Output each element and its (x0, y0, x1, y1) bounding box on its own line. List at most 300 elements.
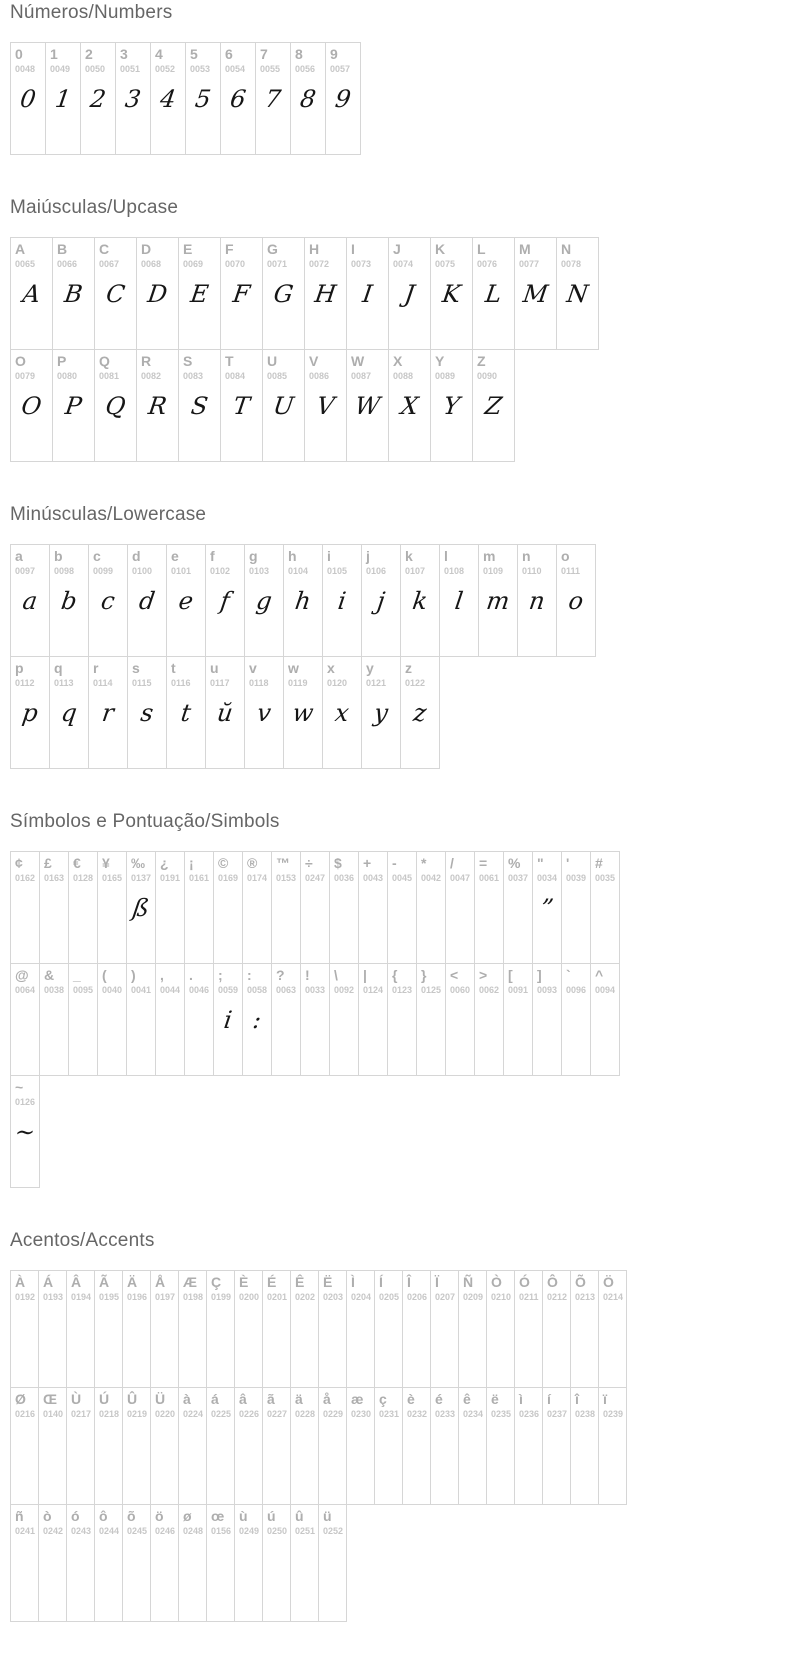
char-cell-head (214, 964, 242, 996)
char-cell-head (431, 350, 472, 382)
char-label: Z (477, 353, 486, 369)
char-label: ç (379, 1391, 387, 1407)
char-cell (10, 42, 46, 155)
char-label: $ (334, 855, 342, 871)
char-cell-head (388, 852, 416, 884)
char-cell-head (11, 852, 39, 884)
char-code: 0113 (54, 678, 74, 689)
char-code: 0236 (519, 1409, 540, 1420)
char-cell (290, 1387, 319, 1505)
char-cell-head (305, 238, 346, 270)
char-cell (10, 656, 50, 769)
char-code: 0198 (183, 1292, 204, 1303)
char-cell (542, 1270, 571, 1388)
char-code: 0250 (267, 1526, 288, 1537)
char-cell-head (179, 350, 220, 382)
char-code: 0099 (93, 566, 114, 577)
char-label: ï (603, 1391, 607, 1407)
char-label: ? (276, 967, 285, 983)
char-glyph: ” (538, 894, 556, 922)
char-label: Ú (99, 1391, 110, 1407)
char-cell-head (156, 964, 184, 996)
char-cell-head (417, 964, 445, 996)
char-cell-head (221, 43, 255, 75)
char-glyph: E (188, 280, 211, 308)
char-cell-head (221, 350, 262, 382)
char-cell-head (533, 852, 561, 884)
char-code: 0207 (435, 1292, 456, 1303)
char-cell-head (347, 1388, 374, 1420)
char-label: p (15, 660, 24, 676)
char-cell (49, 544, 89, 657)
char-glyph: 5 (193, 85, 213, 113)
char-cell-head (571, 1388, 598, 1420)
char-code: 0230 (351, 1409, 372, 1420)
char-cell-head (571, 1271, 598, 1303)
char-code: 0229 (323, 1409, 344, 1420)
char-cell (387, 963, 417, 1076)
char-code: 0072 (309, 259, 330, 270)
char-cell-head (128, 545, 166, 577)
char-cell-head (245, 545, 283, 577)
char-code: 0043 (363, 873, 384, 884)
char-code: 0237 (547, 1409, 568, 1420)
char-label: f (210, 548, 215, 564)
char-cell (503, 851, 533, 964)
charmap-section (10, 197, 800, 462)
char-cell (220, 349, 263, 462)
char-code: 0105 (327, 566, 348, 577)
char-code: 0235 (491, 1409, 512, 1420)
char-cell-head (591, 964, 619, 996)
char-cell (136, 349, 179, 462)
char-cell-head (179, 1505, 206, 1537)
char-cell (38, 1270, 67, 1388)
char-cell (122, 1387, 151, 1505)
char-label: ¢ (15, 855, 23, 871)
char-cell-head (323, 545, 361, 577)
char-label: Ä (127, 1274, 138, 1290)
char-label: C (99, 241, 110, 257)
char-cell-head (591, 852, 619, 884)
char-cell-head (562, 852, 590, 884)
char-code: 0079 (15, 371, 36, 382)
char-label: 0 (15, 46, 23, 62)
char-glyph: 2 (88, 85, 108, 113)
char-code: 0076 (477, 259, 498, 270)
char-label: D (141, 241, 152, 257)
char-label: á (211, 1391, 219, 1407)
char-label: d (132, 548, 141, 564)
char-cell-head (263, 350, 304, 382)
char-cell (474, 963, 504, 1076)
char-label: î (575, 1391, 579, 1407)
char-code: 0055 (260, 64, 281, 75)
char-cell-head (53, 350, 94, 382)
char-cell (155, 963, 185, 1076)
char-cell-head (123, 1505, 150, 1537)
char-cell-head (347, 238, 388, 270)
char-cell (52, 237, 95, 350)
char-label: Ò (491, 1274, 502, 1290)
char-cell (94, 237, 137, 350)
char-label: Ê (295, 1274, 305, 1290)
char-label: ÷ (305, 855, 313, 871)
char-cell (358, 851, 388, 964)
char-cell (178, 237, 221, 350)
char-label: Æ (183, 1274, 197, 1290)
char-label: ¡ (189, 855, 194, 871)
char-code: 0088 (393, 371, 414, 382)
char-cell-head (479, 545, 517, 577)
char-code: 0226 (239, 1409, 260, 1420)
char-label: N (561, 241, 572, 257)
char-cell-head (301, 852, 329, 884)
charmap-table (10, 851, 800, 1188)
char-glyph: p (20, 699, 40, 727)
char-code: 0118 (249, 678, 269, 689)
char-cell (10, 349, 53, 462)
char-cell (556, 237, 599, 350)
char-code: 0041 (131, 985, 152, 996)
char-glyph: R (146, 392, 169, 420)
char-code: 0117 (210, 678, 230, 689)
char-glyph: B (62, 280, 85, 308)
char-label: 5 (190, 46, 198, 62)
char-code: 0197 (155, 1292, 176, 1303)
char-cell-head (206, 657, 244, 689)
char-code: 0049 (50, 64, 71, 75)
char-glyph: o (566, 587, 586, 615)
char-label: X (393, 353, 403, 369)
char-glyph: Q (103, 392, 128, 420)
char-glyph: l (453, 587, 465, 615)
char-code: 0047 (450, 873, 471, 884)
char-code: 0057 (330, 64, 351, 75)
char-code: 0073 (351, 259, 372, 270)
char-cell (150, 1387, 179, 1505)
char-label: + (363, 855, 372, 871)
char-label: . (189, 967, 193, 983)
char-code: 0077 (519, 259, 540, 270)
char-label: ; (218, 967, 223, 983)
char-cell-head (137, 350, 178, 382)
char-glyph: : (250, 1006, 264, 1034)
char-cell (178, 1270, 207, 1388)
char-cell (590, 851, 620, 964)
char-cell (458, 1270, 487, 1388)
char-code: 0246 (155, 1526, 176, 1537)
char-cell (38, 1387, 67, 1505)
char-label: Ï (435, 1274, 439, 1290)
char-cell (262, 1387, 291, 1505)
char-label: - (392, 855, 397, 871)
char-cell (205, 544, 245, 657)
char-label: I (351, 241, 355, 257)
char-cell (290, 1504, 319, 1622)
char-label: < (450, 967, 459, 983)
char-glyph: f (218, 587, 232, 615)
char-label: ô (99, 1508, 108, 1524)
char-label: ú (267, 1508, 276, 1524)
char-cell (49, 656, 89, 769)
char-code: 0067 (99, 259, 120, 270)
char-glyph: J (402, 280, 417, 308)
char-cell (66, 1504, 95, 1622)
char-code: 0095 (73, 985, 94, 996)
char-label: å (323, 1391, 331, 1407)
char-label: Ì (351, 1274, 355, 1290)
charmap-row (10, 1504, 800, 1622)
char-cell (115, 42, 151, 155)
char-cell-head (185, 852, 213, 884)
char-glyph: C (104, 280, 127, 308)
char-cell-head (11, 1505, 38, 1537)
char-label: l (444, 548, 448, 564)
char-glyph: Y (441, 392, 462, 420)
char-cell-head (151, 1271, 178, 1303)
char-cell (322, 656, 362, 769)
char-code: 0097 (15, 566, 36, 577)
char-cell-head (206, 545, 244, 577)
char-cell (68, 963, 98, 1076)
char-label: ™ (276, 855, 290, 871)
char-label: â (239, 1391, 247, 1407)
char-cell-head (319, 1388, 346, 1420)
char-cell-head (235, 1271, 262, 1303)
char-cell (10, 963, 40, 1076)
char-code: 0212 (547, 1292, 568, 1303)
char-cell (10, 237, 53, 350)
char-cell (300, 963, 330, 1076)
char-cell-head (151, 43, 185, 75)
char-label: i (327, 548, 331, 564)
char-cell-head (245, 657, 283, 689)
char-label: T (225, 353, 234, 369)
char-cell (94, 1387, 123, 1505)
char-cell-head (504, 852, 532, 884)
char-cell (52, 349, 95, 462)
char-cell-head (263, 238, 304, 270)
char-cell-head (11, 1076, 39, 1108)
char-label: í (547, 1391, 551, 1407)
char-cell-head (375, 1388, 402, 1420)
char-label: U (267, 353, 278, 369)
char-code: 0238 (575, 1409, 596, 1420)
char-cell-head (98, 852, 126, 884)
char-cell (318, 1504, 347, 1622)
charmap-row (10, 1270, 800, 1388)
char-cell-head (95, 1271, 122, 1303)
char-label: = (479, 855, 488, 871)
char-cell (388, 349, 431, 462)
char-label: L (477, 241, 486, 257)
char-cell-head (67, 1388, 94, 1420)
char-code: 0233 (435, 1409, 456, 1420)
char-label: ã (267, 1391, 275, 1407)
char-label: Ó (519, 1274, 530, 1290)
char-cell (255, 42, 291, 155)
char-label: Õ (575, 1274, 586, 1290)
char-glyph: S (189, 392, 210, 420)
char-code: 0122 (405, 678, 426, 689)
char-cell-head (291, 1388, 318, 1420)
section-title: Maiúsculas/Upcase (10, 197, 179, 218)
char-code: 0083 (183, 371, 204, 382)
char-code: 0084 (225, 371, 246, 382)
char-cell-head (487, 1388, 514, 1420)
char-label: | (363, 967, 367, 983)
char-cell (136, 237, 179, 350)
char-code: 0193 (43, 1292, 64, 1303)
char-code: 0035 (595, 873, 616, 884)
char-code: 0074 (393, 259, 414, 270)
char-cell (10, 1270, 39, 1388)
char-cell (478, 544, 518, 657)
char-cell-head (515, 238, 556, 270)
char-code: 0209 (463, 1292, 484, 1303)
char-label: M (519, 241, 531, 257)
char-label: W (351, 353, 365, 369)
char-label: F (225, 241, 234, 257)
char-cell-head (362, 657, 400, 689)
char-cell (329, 851, 359, 964)
char-cell-head (179, 1388, 206, 1420)
char-cell (430, 237, 473, 350)
char-label: * (421, 855, 427, 871)
char-cell-head (81, 43, 115, 75)
char-cell-head (167, 657, 205, 689)
char-cell (514, 1270, 543, 1388)
char-cell-head (543, 1271, 570, 1303)
char-cell-head (186, 43, 220, 75)
char-label: @ (15, 967, 29, 983)
char-code: 0214 (603, 1292, 624, 1303)
char-cell (374, 1270, 403, 1388)
char-cell (45, 42, 81, 155)
char-cell-head (67, 1271, 94, 1303)
char-label: ù (239, 1508, 248, 1524)
char-glyph: D (145, 280, 170, 308)
char-code: 0211 (519, 1292, 539, 1303)
char-glyph: T (231, 392, 252, 420)
char-cell-head (116, 43, 150, 75)
char-cell (416, 851, 446, 964)
charmap-section (10, 811, 800, 1188)
char-cell-head (562, 964, 590, 996)
char-code: 0219 (127, 1409, 148, 1420)
char-label: õ (127, 1508, 136, 1524)
char-label: o (561, 548, 570, 564)
char-label: ~ (15, 1079, 24, 1095)
char-glyph: G (271, 280, 296, 308)
char-code: 0087 (351, 371, 372, 382)
charmap-table (10, 1270, 800, 1622)
char-label: u (210, 660, 219, 676)
char-cell-head (599, 1271, 626, 1303)
charmap-row (10, 237, 800, 350)
char-code: 0044 (160, 985, 181, 996)
char-label: # (595, 855, 603, 871)
char-cell-head (475, 964, 503, 996)
char-label: Û (127, 1391, 138, 1407)
char-code: 0239 (603, 1409, 624, 1420)
char-cell-head (235, 1505, 262, 1537)
charmap-row (10, 851, 800, 964)
char-code: 0103 (249, 566, 270, 577)
char-code: 0231 (379, 1409, 400, 1420)
char-label: Å (155, 1274, 166, 1290)
char-cell-head (39, 1388, 66, 1420)
char-glyph: i (222, 1006, 234, 1034)
char-code: 0046 (189, 985, 210, 996)
char-cell (127, 544, 167, 657)
char-cell (122, 1504, 151, 1622)
char-cell-head (69, 852, 97, 884)
char-cell-head (50, 545, 88, 577)
char-cell (10, 544, 50, 657)
char-label: ] (537, 967, 542, 983)
char-code: 0228 (295, 1409, 316, 1420)
char-code: 0196 (127, 1292, 148, 1303)
char-cell (570, 1387, 599, 1505)
char-cell-head (69, 964, 97, 996)
char-cell-head (284, 657, 322, 689)
char-cell (10, 1075, 40, 1188)
char-cell (10, 851, 40, 964)
char-label: 1 (50, 46, 58, 62)
char-cell (474, 851, 504, 964)
char-cell-head (388, 964, 416, 996)
section-title: Símbolos e Pontuação/Simbols (10, 811, 280, 832)
char-cell (68, 851, 98, 964)
char-code: 0062 (479, 985, 500, 996)
char-label: / (450, 855, 454, 871)
char-cell (271, 963, 301, 1076)
char-code: 0102 (210, 566, 231, 577)
char-cell-head (167, 545, 205, 577)
char-code: 0107 (405, 566, 426, 577)
char-label: z (405, 660, 412, 676)
char-cell-head (347, 350, 388, 382)
char-cell-head (459, 1388, 486, 1420)
char-cell (220, 42, 256, 155)
char-code: 0093 (537, 985, 558, 996)
char-code: 0137 (131, 873, 152, 884)
char-code: 0098 (54, 566, 75, 577)
char-glyph: 3 (123, 85, 143, 113)
char-label: Y (435, 353, 445, 369)
char-glyph: U (271, 392, 296, 420)
char-cell (329, 963, 359, 1076)
char-label: Í (379, 1274, 383, 1290)
char-cell (166, 656, 206, 769)
char-cell (10, 1504, 39, 1622)
char-label: ó (71, 1508, 80, 1524)
char-code: 0200 (239, 1292, 260, 1303)
char-glyph: g (254, 587, 274, 615)
char-cell (556, 544, 596, 657)
char-label: ê (463, 1391, 471, 1407)
char-code: 0202 (295, 1292, 316, 1303)
char-code: 0108 (444, 566, 465, 577)
char-cell-head (137, 238, 178, 270)
char-cell (598, 1270, 627, 1388)
char-label: ® (247, 855, 258, 871)
char-label: Ç (211, 1274, 222, 1290)
char-cell (387, 851, 417, 964)
char-label: 7 (260, 46, 268, 62)
